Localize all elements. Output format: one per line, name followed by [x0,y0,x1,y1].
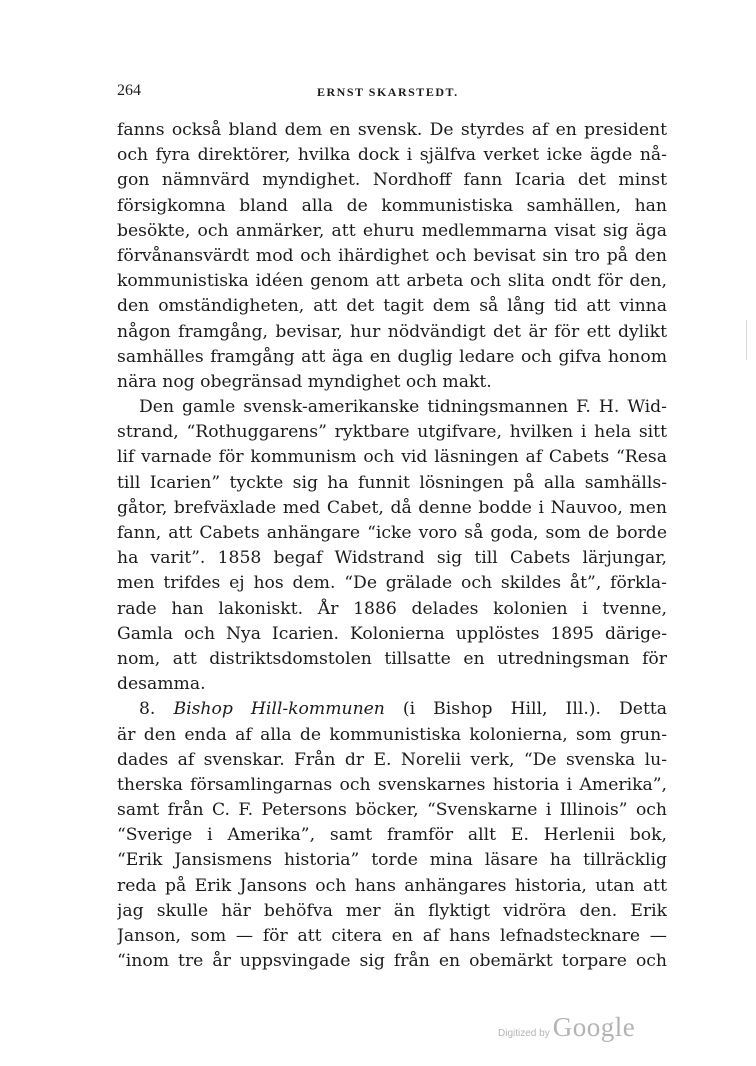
text-line: är den enda af alla de kommunistiska kolonierna, som grun- [117,724,667,745]
text-line: strand, “Rothuggarens” ryktbare utgifvare, hvilken i hela sitt [117,422,667,443]
text-line: förvånansvärdt mod och ihärdighet och bevisat sin tro på den [117,245,667,266]
text-line: till Icarien” tyckte sig ha funnit lösningen på alla samhälls- [117,472,667,493]
text-line: den omständigheten, att det tagit dem så lång tid att vinna [117,296,667,317]
text-line: fann, att Cabets anhängare “icke voro så goda, som de borde [117,523,667,543]
text-line: kommunistiska idéen genom att arbeta och slita ondt för den, [117,271,667,292]
page-number: 264 [117,82,141,99]
text-line: “Erik Jansismens historia” torde mina läsare ha tillräcklig [117,850,667,871]
text-line: therska församlingarnas och svenskarnes historia i Amerika”, [117,774,667,795]
text-line: besökte, och anmärker, att ehuru medlemmarna visat sig äga [117,220,667,241]
google-watermark [498,1012,635,1043]
page-header [117,82,667,104]
text-line: jag skulle här behöfva mer än flyktigt vidröra den. Erik [117,900,667,921]
text-line: samhälles framgång att äga en duglig ledare och gifva honom [117,346,667,367]
section-number: 8. [139,699,156,720]
text-line: gåtor, brefväxlade med Cabet, då denne bodde i Nauvoo, men [117,497,667,518]
text-line: nära nog obegränsad myndighet och makt. [117,371,492,392]
margin-mark [746,320,747,360]
text-line: dades af svenskar. Från dr E. Norelii verk, “De svenska lu- [117,749,667,770]
running-head: ERNST SKARSTEDT. [317,85,459,99]
text-line: desamma. [117,674,206,695]
section-title-rest: (i Bishop Hill, Ill.). Detta [384,699,667,720]
text-line: Gamla och Nya Icarien. Kolonierna upplöstes 1895 därige- [117,623,667,644]
text-line: försigkomna bland alla de kommunistiska samhällen, han [117,195,667,216]
text-line: samt från C. F. Petersons böcker, “Svenskarne i Illinois” och [117,800,667,821]
text-line: och fyra direktörer, hvilka dock i själfva verket icke ägde nå- [117,145,667,166]
text-line: rade han lakoniskt. År 1886 delades kolonien i tvenne, [117,598,667,619]
section-heading-line [117,697,667,722]
section-title: Bishop Hill-kommunen [173,699,385,720]
text-line: gon nämnvärd myndighet. Nordhoff fann Icaria det minst [117,170,667,191]
text-line: Den gamle svensk-amerikanske tidningsmannen F. H. Wid- [139,397,667,418]
text-line: men trifdes ej hos dem. “De grälade och skildes åt”, förkla- [117,573,667,594]
text-line: reda på Erik Jansons och hans anhängares historia, utan att [117,875,667,896]
text-line: fanns också bland dem en svensk. De styrdes af en president [117,120,667,140]
text-line: Janson, som — för att citera en af hans lefnadstecknare — [117,926,667,946]
text-line: ha varit”. 1858 begaf Widstrand sig till Cabets lärjungar, [117,548,667,569]
text-line: någon framgång, bevisar, hur nödvändigt det är för ett dylikt [117,321,667,342]
watermark-prefix: Digitized by [498,1028,550,1039]
text-line: nom, att distriktsdomstolen tillsatte en utredningsman för [117,648,667,669]
text-line: “inom tre år uppsvingade sig från en obemärkt torpare och [117,951,667,972]
text-line: lif varnade för kommunism och vid läsningen af Cabets “Resa [117,447,667,468]
body-text [117,118,667,974]
text-line: “Sverige i Amerika”, samt framför allt E. Herlenii bok, [117,825,667,846]
watermark-brand: Google [552,1012,636,1042]
